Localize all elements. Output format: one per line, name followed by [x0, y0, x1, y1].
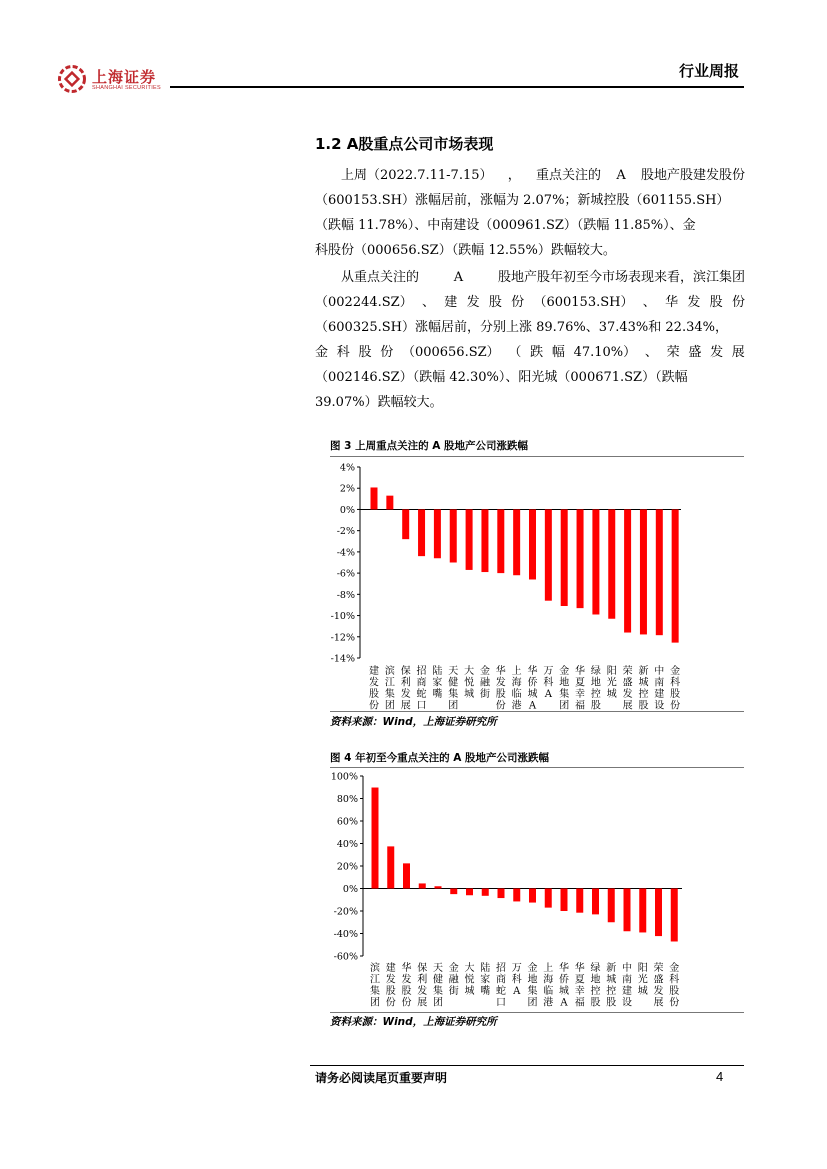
bar: [482, 889, 489, 896]
category-label-char: 嘴: [432, 689, 443, 700]
category-label-char: 控: [590, 986, 601, 997]
figure-3-bottom-rule: [330, 711, 744, 712]
bar: [608, 889, 615, 923]
category-label-char: 股: [401, 986, 412, 997]
category-label-char: 口: [416, 700, 427, 712]
paragraph-line: [315, 315, 745, 340]
category-label-char: 股: [606, 997, 617, 1009]
category-label-char: 荣: [622, 666, 633, 677]
category-label-char: 嘴: [480, 986, 491, 997]
bar: [387, 846, 394, 888]
paragraph-line: [315, 290, 745, 315]
category-label-char: 发: [400, 689, 411, 700]
category-label-char: A: [544, 689, 552, 700]
category-label-char: 份: [401, 997, 412, 1009]
category-label-char: 中: [622, 963, 632, 974]
bar: [671, 889, 678, 942]
bar: [592, 889, 599, 915]
category-label-char: 夏: [574, 974, 585, 986]
category-label-char: 海: [543, 974, 554, 986]
text-run: 重点关注的: [536, 168, 602, 183]
category-label-char: 金: [527, 963, 538, 974]
y-tick-label: 0%: [339, 504, 355, 516]
category-label-char: 科: [543, 677, 554, 689]
category-label-char: 江: [384, 677, 395, 689]
category-label-char: 份: [670, 700, 681, 712]
bar: [624, 509, 631, 632]
category-label-char: 金: [669, 963, 680, 974]
category-label-char: 金: [448, 963, 459, 974]
bar: [513, 889, 520, 902]
bar: [561, 509, 568, 606]
category-label-char: 陆: [432, 666, 443, 677]
text-run: 从重点关注的: [341, 270, 420, 285]
bar: [545, 889, 552, 908]
category-label-char: 科: [511, 974, 522, 986]
paragraph-line: [315, 213, 745, 238]
category-label-char: 展: [622, 700, 633, 712]
category-label-char: 展: [400, 700, 411, 712]
category-label-char: 城: [637, 986, 648, 997]
text-run: 科股份（000656.SZ）（跌幅 12.55%）跌幅较大。: [315, 243, 616, 258]
category-label-char: 健: [448, 677, 459, 689]
category-label-char: 城: [606, 974, 617, 986]
category-label-char: 利: [417, 974, 428, 986]
category-label-char: A: [560, 997, 568, 1009]
category-label-char: 建: [654, 689, 665, 700]
category-label-char: 保: [400, 666, 411, 677]
category-label-char: 金: [670, 666, 681, 677]
category-label-char: 绿: [590, 963, 601, 974]
figure-4: [330, 748, 744, 1033]
category-label-char: 股: [590, 700, 601, 712]
category-label-char: 悦: [464, 677, 475, 689]
text-run: ，: [507, 168, 521, 183]
category-label-char: 口: [496, 997, 506, 1009]
text-run: 47.10%）: [573, 345, 637, 360]
category-label-char: 滨: [384, 666, 395, 677]
category-label-char: 光: [606, 677, 617, 689]
text-run: 份: [511, 295, 525, 310]
paragraph-line: [315, 390, 745, 415]
y-tick-label: -12%: [330, 632, 355, 644]
category-label-char: 海: [511, 677, 522, 689]
category-label-char: 设: [654, 700, 665, 712]
text-run: 盛: [688, 345, 702, 360]
category-label-char: 份: [495, 700, 506, 712]
text-run: 、: [642, 295, 656, 310]
category-label-char: 股: [385, 986, 396, 997]
category-label-char: 临: [543, 986, 554, 997]
category-label-char: 展: [653, 997, 664, 1009]
category-label-char: 街: [479, 689, 490, 700]
text-run: （600325.SH）涨幅居前，分别上涨 89.76%、37.43%和 22.34%，: [315, 320, 728, 335]
category-label-char: 华: [527, 666, 538, 677]
category-label-char: 家: [432, 677, 443, 689]
category-label-char: 城: [464, 689, 475, 700]
bar: [592, 509, 599, 614]
y-tick-label: 60%: [336, 816, 358, 828]
bar: [386, 496, 393, 510]
y-tick-label: -10%: [330, 611, 355, 623]
bar: [624, 889, 631, 932]
bar: [640, 509, 647, 634]
text-run: 跌: [530, 345, 544, 360]
category-label-char: 发: [369, 677, 379, 689]
bar: [466, 509, 473, 569]
category-label-char: 城: [606, 689, 617, 700]
category-label-char: 份: [369, 700, 379, 712]
category-label-char: 招: [416, 666, 427, 677]
category-label-char: 阳: [606, 666, 617, 677]
category-label-char: 中: [654, 666, 665, 677]
category-label-char: 地: [590, 677, 601, 689]
footer-disclaimer: 请务必阅读尾页重要声明: [315, 1071, 448, 1085]
bar: [371, 487, 378, 509]
y-tick-label: -40%: [333, 929, 358, 940]
category-label-char: 华: [575, 666, 586, 677]
category-label-char: 股: [369, 689, 379, 700]
category-label-char: 陆: [480, 963, 491, 974]
bar: [419, 883, 426, 888]
category-label-char: 城: [464, 986, 475, 997]
category-label-char: 份: [669, 997, 680, 1009]
category-label-char: 城: [559, 986, 569, 997]
category-label-char: 临: [511, 689, 522, 700]
category-label-char: 发: [401, 974, 412, 986]
bar: [529, 889, 536, 903]
page-number: 4: [716, 1069, 724, 1084]
category-label-char: 股: [638, 700, 649, 712]
category-label-char: 股: [670, 689, 681, 700]
category-label-char: 城: [527, 689, 538, 700]
category-label-char: 融: [479, 677, 490, 689]
category-label-char: 阳: [637, 963, 648, 974]
category-label-char: 股: [669, 986, 680, 997]
category-label-char: 上: [511, 666, 522, 677]
footer-divider: [310, 1065, 744, 1066]
category-label-char: 大: [464, 666, 475, 677]
category-label-char: A: [513, 986, 521, 997]
category-label-char: 发: [385, 974, 396, 986]
bar: [372, 788, 379, 889]
category-label-char: 江: [370, 974, 380, 986]
category-label-char: 控: [638, 689, 649, 700]
text-run: （000656.SZ）: [401, 345, 500, 360]
category-label-char: 家: [480, 974, 491, 986]
text-run: 股: [358, 345, 372, 360]
category-label-char: 荣: [653, 963, 664, 974]
category-label-char: 集: [448, 689, 459, 700]
text-run: 展: [731, 345, 745, 360]
bar: [498, 889, 505, 899]
paragraph-1: [315, 163, 745, 263]
category-label-char: 设: [622, 997, 632, 1009]
bar: [576, 889, 583, 913]
category-label-char: 科: [669, 974, 680, 986]
category-label-char: 发: [653, 986, 664, 997]
paragraph-line: [315, 163, 745, 188]
text-run: 发: [710, 345, 724, 360]
bar: [497, 509, 504, 573]
category-label-char: 盛: [622, 677, 633, 689]
category-label-char: 集: [370, 986, 380, 997]
category-label-char: 团: [433, 997, 443, 1009]
y-tick-label: -60%: [333, 951, 358, 963]
category-label-char: 发: [417, 986, 428, 997]
bar: [529, 509, 536, 579]
category-label-char: 光: [637, 974, 648, 986]
category-label-char: 发: [622, 689, 633, 700]
category-label-char: 建: [385, 963, 396, 974]
figure-3: [330, 436, 744, 736]
y-tick-label: 40%: [336, 839, 358, 850]
category-label-char: 天: [433, 963, 443, 974]
category-label-char: 盛: [653, 974, 664, 986]
text-run: A: [453, 270, 464, 285]
category-label-char: 科: [670, 677, 681, 689]
category-label-char: 上: [543, 963, 554, 974]
text-run: 金: [315, 345, 329, 360]
category-label-char: 幸: [574, 986, 585, 997]
logo-emblem-icon: [58, 65, 86, 93]
category-label-char: 侨: [559, 974, 569, 986]
category-label-char: 蛇: [496, 986, 506, 997]
paragraph-line: [315, 340, 745, 365]
text-run: 份: [380, 345, 394, 360]
text-run: 幅: [551, 345, 565, 360]
bar: [545, 509, 552, 600]
category-label-char: A: [528, 700, 537, 712]
y-tick-label: -20%: [333, 906, 358, 918]
text-run: （: [508, 345, 522, 360]
category-label-char: 利: [400, 677, 411, 689]
category-label-char: 控: [590, 689, 601, 700]
text-run: 科: [336, 345, 350, 360]
category-label-char: 集: [559, 689, 570, 700]
y-tick-label: 2%: [339, 483, 355, 495]
text-run: 发: [687, 295, 701, 310]
text-run: 股: [709, 295, 723, 310]
category-label-char: 华: [574, 963, 585, 974]
category-label-char: 股: [590, 997, 601, 1009]
bar: [513, 509, 520, 575]
category-label-char: 新: [638, 666, 649, 677]
section-title: 1.2 A股重点公司市场表现: [315, 135, 494, 153]
y-tick-label: -14%: [330, 653, 355, 665]
category-label-char: 地: [590, 974, 601, 986]
y-tick-label: -8%: [336, 589, 355, 601]
category-label-char: 团: [448, 700, 459, 712]
category-label-char: 团: [559, 700, 570, 712]
category-label-char: 港: [511, 700, 522, 712]
text-run: 、: [421, 295, 435, 310]
paragraph-2: [315, 265, 745, 415]
text-run: 荣: [666, 345, 680, 360]
category-label-char: 悦: [464, 974, 475, 986]
category-label-char: 蛇: [416, 689, 427, 700]
y-tick-label: 4%: [339, 462, 355, 474]
category-label-char: 金: [479, 666, 490, 677]
bar: [450, 509, 457, 562]
category-label-char: 集: [384, 689, 395, 700]
category-label-char: 福: [575, 700, 586, 712]
bar: [435, 886, 442, 888]
category-label-char: 发: [495, 677, 506, 689]
report-type: 行业周报: [678, 62, 739, 80]
bar: [434, 509, 441, 558]
category-label-char: 商: [416, 677, 427, 689]
bar: [577, 509, 584, 608]
category-label-char: 街: [448, 986, 459, 997]
bar: [561, 889, 568, 912]
text-run: （002146.SZ）（跌幅 42.30%）、阳光城（000671.SZ）（跌幅: [315, 370, 688, 385]
category-label-char: 滨: [370, 963, 380, 974]
category-label-char: 团: [370, 997, 380, 1009]
category-label-char: 保: [417, 963, 428, 974]
category-label-char: 展: [417, 997, 428, 1009]
header-divider: [170, 86, 744, 88]
text-run: 华: [665, 295, 679, 310]
category-label-char: 港: [543, 997, 554, 1009]
bar: [418, 509, 425, 556]
figure-4-title: 图 4 年初至今重点关注的 A 股地产公司涨跌幅: [330, 752, 550, 764]
y-tick-label: -4%: [336, 547, 355, 559]
category-label-char: 份: [385, 997, 396, 1009]
category-label-char: 建: [622, 986, 632, 997]
category-label-char: 华: [559, 963, 569, 974]
paragraph-line: [315, 188, 745, 213]
paragraph-line: [315, 265, 745, 290]
company-logo: [58, 64, 168, 94]
text-run: A: [616, 168, 626, 183]
text-run: 股地产股年初至今市场表现来看，滨江集团: [497, 270, 745, 285]
category-label-char: 集: [527, 986, 538, 997]
category-label-char: 万: [511, 963, 522, 974]
text-run: 39.07%）跌幅较大。: [315, 395, 443, 410]
category-label-char: 新: [606, 963, 617, 974]
text-run: 发: [466, 295, 480, 310]
category-label-char: 天: [448, 666, 459, 677]
figure-3-chart: [330, 458, 744, 713]
y-tick-label: 100%: [330, 771, 358, 783]
category-label-char: 建: [369, 666, 379, 677]
figure-3-top-rule: [330, 456, 744, 457]
y-tick-label: 80%: [336, 794, 358, 805]
category-label-char: 华: [401, 963, 412, 974]
category-label-char: 招: [496, 963, 506, 974]
category-label-char: 绿: [590, 666, 601, 677]
bar: [655, 889, 662, 937]
bar: [402, 509, 409, 539]
category-label-char: 融: [448, 974, 459, 986]
y-tick-label: 20%: [336, 861, 358, 873]
text-run: 股地产股建发股份: [640, 168, 745, 183]
category-label-char: 团: [384, 700, 395, 712]
bar: [466, 889, 473, 896]
figure-3-title: 图 3 上周重点关注的 A 股地产公司涨跌幅: [330, 440, 529, 452]
text-run: （002244.SZ）: [315, 295, 413, 310]
bar: [656, 509, 663, 635]
category-label-char: 福: [574, 997, 585, 1009]
text-run: 、: [644, 345, 658, 360]
category-label-char: 团: [527, 997, 538, 1009]
paragraph-line: [315, 238, 745, 263]
paragraph-line: [315, 365, 745, 390]
category-label-char: 侨: [527, 677, 538, 689]
text-run: 股: [488, 295, 502, 310]
category-label-char: 商: [496, 974, 506, 986]
category-label-char: 地: [559, 677, 570, 689]
text-run: 份: [731, 295, 745, 310]
bar: [672, 509, 679, 642]
bar: [608, 509, 615, 618]
category-label-char: 金: [559, 666, 570, 677]
logo-name: 上海证券: [92, 68, 157, 86]
bar: [481, 509, 488, 572]
category-label-char: 控: [606, 986, 617, 997]
figure-4-chart: [330, 768, 744, 1013]
category-label-char: 南: [622, 974, 632, 986]
text-run: 建: [444, 295, 458, 310]
figure-4-source: 资料来源：Wind，上海证券研究所: [330, 1016, 497, 1028]
text-run: （600153.SH）涨幅居前，涨幅为 2.07%；新城控股（601155.SH）: [315, 193, 730, 208]
category-label-char: 股: [495, 689, 506, 700]
category-label-char: 夏: [575, 677, 586, 689]
figure-3-source: 资料来源：Wind，上海证券研究所: [330, 716, 497, 728]
category-label-char: 地: [527, 974, 538, 986]
category-label-char: 城: [638, 677, 649, 689]
category-label-char: 集: [433, 986, 443, 997]
bar: [403, 863, 410, 888]
logo-subtitle: SHANGHAI SECURITIES: [92, 85, 161, 91]
figure-4-bottom-rule: [330, 1012, 744, 1013]
y-tick-label: 0%: [342, 884, 358, 895]
category-label-char: 南: [654, 677, 665, 689]
text-run: （600153.SH）: [533, 295, 634, 310]
text-run: 上周（2022.7.11-7.15）: [341, 168, 493, 183]
category-label-char: 万: [543, 666, 554, 677]
y-tick-label: -6%: [336, 568, 355, 580]
category-label-char: 健: [433, 974, 443, 986]
category-label-char: 华: [495, 666, 506, 677]
bar: [639, 889, 646, 933]
category-label-char: 幸: [575, 689, 586, 700]
category-label-char: 大: [464, 963, 475, 974]
bar: [450, 889, 457, 895]
y-tick-label: -2%: [336, 526, 355, 538]
text-run: （跌幅 11.78%）、中南建设（000961.SZ）（跌幅 11.85%）、金: [315, 218, 696, 233]
